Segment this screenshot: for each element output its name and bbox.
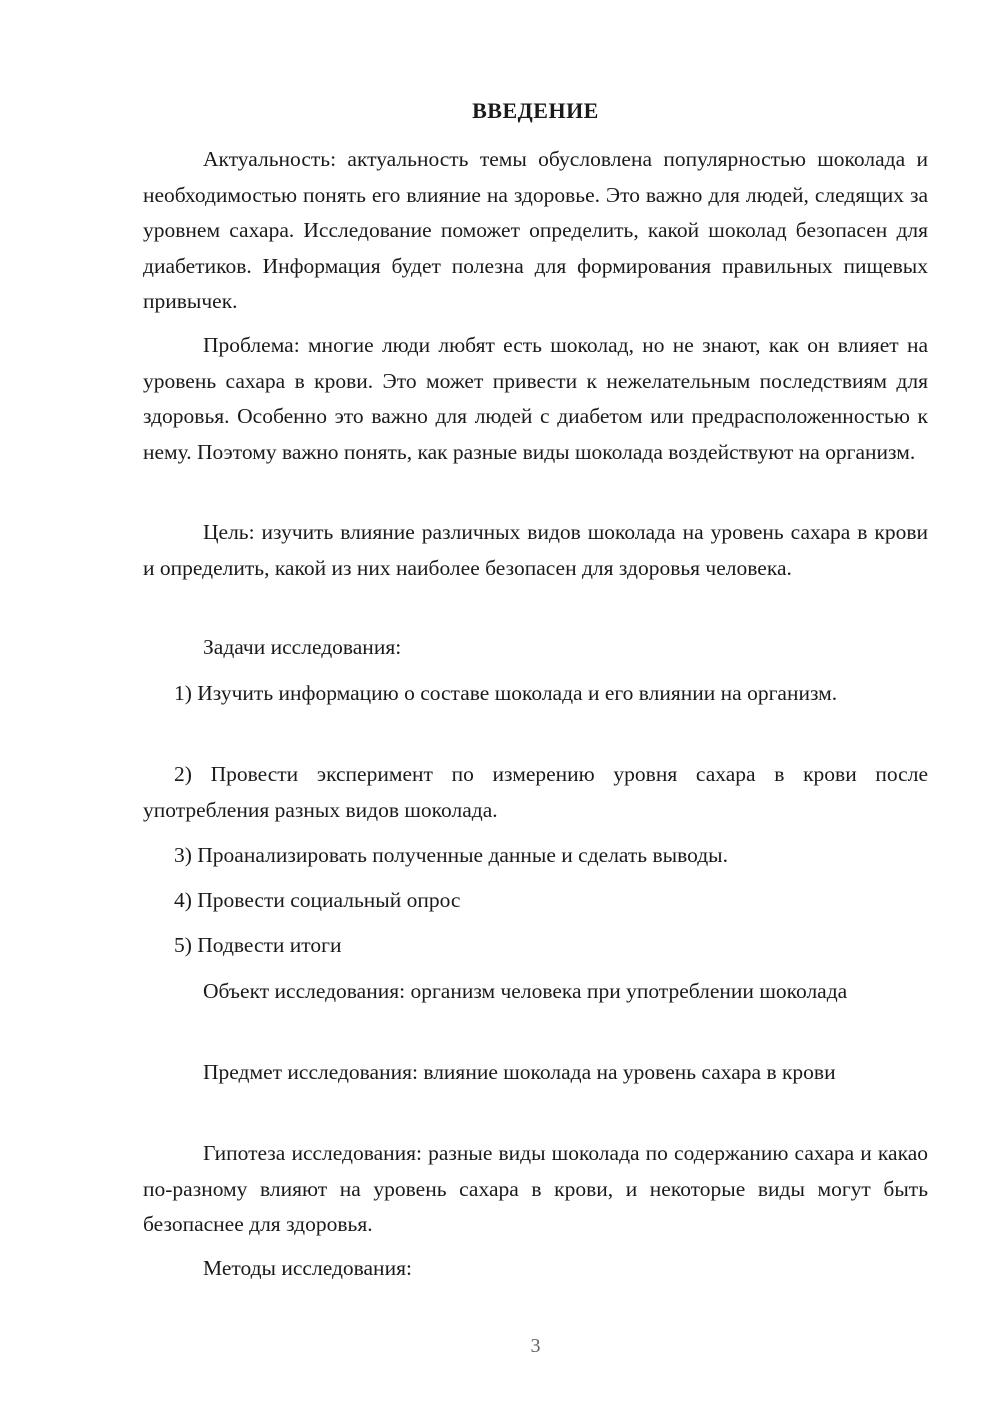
paragraph-tasks-title: Задачи исследования: xyxy=(203,635,402,659)
section-heading: ВВЕДЕНИЕ xyxy=(472,98,599,123)
paragraph-problem: Проблема: многие люди любят есть шоколад, но не знают, как он влияет на уровень сахара в крови. Это может привести к нежелательным последствиям для здоровья. Особенно это важно для людей с диабетом или предрасположенностью к нему. Поэтому важно понять, как разные виды шоколада воздействуют на организм. xyxy=(143,333,928,464)
paragraph-hypothesis: Гипотеза исследования: разные виды шоколада по содержанию сахара и какао по-разному влияют на уровень сахара в крови, и некоторые виды могут быть безопаснее для здоровья. xyxy=(143,1141,928,1236)
paragraph-relevance: Актуальность: актуальность темы обусловлена популярностью шоколада и необходимостью понять его влияние на здоровье. Это важно для людей, следящих за уровнем сахара. Исследование поможет определить, какой шоколад безопасен для диабетиков. Информация будет полезна для формирования правильных пищевых привычек. xyxy=(143,147,928,313)
paragraph-methods: Методы исследования: xyxy=(203,1256,412,1280)
task-item-1: 1) Изучить информацию о составе шоколада и его влиянии на организм. xyxy=(174,681,838,705)
task-item-3: 3) Проанализировать полученные данные и сделать выводы. xyxy=(174,843,728,867)
paragraph-subject: Предмет исследования: влияние шоколада на уровень сахара в крови xyxy=(203,1060,836,1084)
paragraph-object: Объект исследования: организм человека при употреблении шоколада xyxy=(203,979,848,1003)
task-item-5: 5) Подвести итоги xyxy=(174,933,342,957)
paragraph-goal: Цель: изучить влияние различных видов шоколада на уровень сахара в крови и определить, какой из них наиболее безопасен для здоровья человека. xyxy=(143,520,928,580)
page-number: 3 xyxy=(530,1335,541,1357)
task-item-2: 2) Провести эксперимент по измерению уровня сахара в крови после употребления разных видов шоколада. xyxy=(143,762,928,822)
task-item-4: 4) Провести социальный опрос xyxy=(174,888,461,912)
